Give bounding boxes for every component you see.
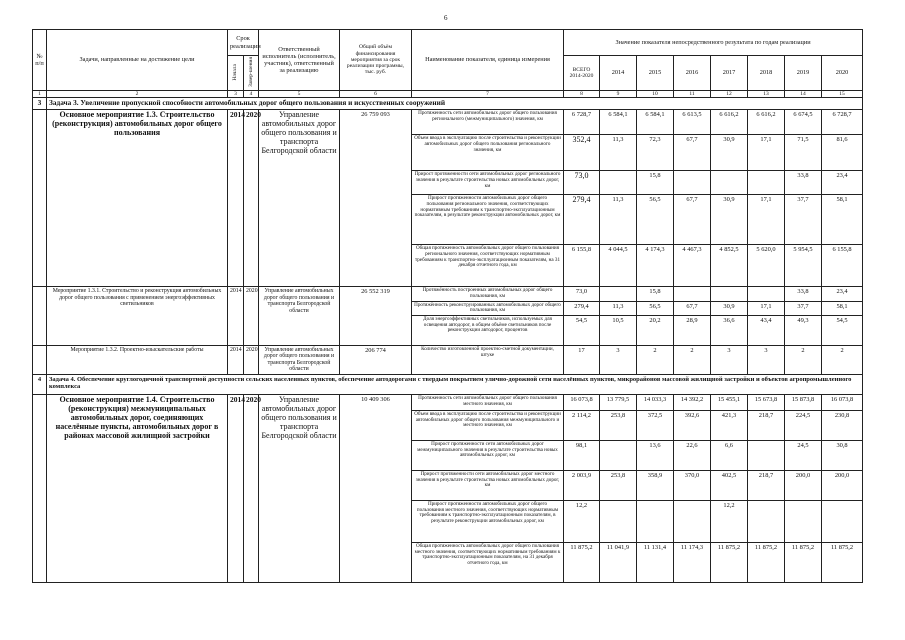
indicator-total: 352,4 <box>564 135 600 171</box>
indicator-total: 17 <box>564 345 600 374</box>
column-number: 13 <box>748 90 785 97</box>
m-1-3-2-start: 2014 <box>228 345 244 374</box>
indicator-value: 56,5 <box>637 195 674 245</box>
indicator-value: 4 044,5 <box>600 245 637 287</box>
main-1-4-row <box>33 394 863 410</box>
indicator-value: 224,5 <box>785 410 822 440</box>
main-1-3-funding: 26 759 093 <box>340 110 412 287</box>
indicator-value <box>674 287 711 301</box>
indicator-total: 6 728,7 <box>564 110 600 135</box>
indicator-name: Доля энергоэффективных светильников, используемых для освещения автодорог, в общем объёме светильников после реконструкции автодорог, процентов <box>412 315 564 345</box>
header-tasks: Задачи, направленные на достижение цели <box>47 30 228 91</box>
indicator-value: 6,6 <box>711 440 748 470</box>
indicator-name: Прирост протяженности сети автомобильных дорог регионального значения в результате строительства новых автомобильных дорог, км <box>412 171 564 195</box>
indicator-value: 6 728,7 <box>822 110 863 135</box>
m-1-3-1-name: Мероприятие 1.3.1. Строительство и реконструкция автомобильных дорог общего пользования с применением энергоэффективных светильников <box>47 287 228 346</box>
indicator-value: 3 <box>711 345 748 374</box>
column-number: 3 <box>228 90 244 97</box>
indicator-value <box>600 440 637 470</box>
indicator-value <box>674 171 711 195</box>
m-1-3-1-row <box>33 287 863 301</box>
indicator-total: 12,2 <box>564 500 600 542</box>
indicator-total: 6 155,8 <box>564 245 600 287</box>
task-3-num: 3 <box>33 98 47 110</box>
header-end: Завер-шения <box>244 56 259 91</box>
indicator-value: 43,4 <box>748 315 785 345</box>
m-1-3-1-executor: Управление автомобильных дорог общего пользования и транспорта Белгородской области <box>259 287 340 346</box>
indicator-value: 11,3 <box>600 301 637 315</box>
indicator-value: 11 875,2 <box>711 542 748 582</box>
indicator-value: 11,3 <box>600 135 637 171</box>
indicator-value: 11 131,4 <box>637 542 674 582</box>
header-year: 2017 <box>711 56 748 91</box>
indicator-value: 20,2 <box>637 315 674 345</box>
task-3-title: Задача 3. Увеличение пропускной способности автомобильных дорог общего пользования и искусственных сооружений <box>47 98 863 110</box>
indicator-value <box>711 171 748 195</box>
indicator-value: 6 674,5 <box>785 110 822 135</box>
m-1-3-2-row <box>33 345 863 374</box>
header-total: ВСЕГО 2014-2020 <box>564 56 600 91</box>
main-1-4-funding: 10 409 306 <box>340 394 412 582</box>
indicator-value: 30,9 <box>711 135 748 171</box>
indicator-name: Общая протяженность автомобильных дорог общего пользования регионального значения, соответствующих нормативным требованиям к транспортно-эксплуатационным показателям, на 31 декабря отчетного года, км <box>412 245 564 287</box>
indicator-value: 15 673,8 <box>748 394 785 410</box>
indicator-value <box>674 500 711 542</box>
m-1-3-2-executor: Управление автомобильных дорог общего пользования и транспорта Белгородской области <box>259 345 340 374</box>
main-1-4-executor: Управление автомобильных дорог общего пользования и транспорта Белгородской области <box>259 394 340 582</box>
indicator-value: 11 041,9 <box>600 542 637 582</box>
indicator-value: 15,8 <box>637 171 674 195</box>
indicator-total: 11 875,2 <box>564 542 600 582</box>
indicator-value: 56,5 <box>637 301 674 315</box>
column-number: 6 <box>340 90 412 97</box>
indicator-total: 98,1 <box>564 440 600 470</box>
indicator-value: 253,8 <box>600 470 637 500</box>
indicator-value: 402,5 <box>711 470 748 500</box>
indicator-value: 49,3 <box>785 315 822 345</box>
indicator-value: 2 <box>637 345 674 374</box>
m-1-3-1-start: 2014 <box>228 287 244 346</box>
indicator-total: 73,0 <box>564 171 600 195</box>
header-year: 2020 <box>822 56 863 91</box>
indicator-value: 11 875,2 <box>785 542 822 582</box>
indicator-value: 33,8 <box>785 287 822 301</box>
column-number: 10 <box>637 90 674 97</box>
header-num: № п/п <box>33 30 47 91</box>
indicator-value <box>600 171 637 195</box>
indicator-value: 5 620,0 <box>748 245 785 287</box>
indicator-total: 73,0 <box>564 287 600 301</box>
indicator-value <box>748 171 785 195</box>
indicator-value: 421,3 <box>711 410 748 440</box>
indicator-name: Прирост протяженности автомобильных дорог общего пользования регионального значения, соответствующих нормативным требованиям к транспортно-эксплуатационным показателям, в результате реконструкции автомобильных дорог, км <box>412 195 564 245</box>
indicator-value: 10,5 <box>600 315 637 345</box>
indicator-value: 3 <box>600 345 637 374</box>
indicator-value: 16 073,8 <box>822 394 863 410</box>
indicator-value: 2 <box>674 345 711 374</box>
indicator-value: 23,4 <box>822 287 863 301</box>
column-number: 5 <box>259 90 340 97</box>
indicator-value: 58,1 <box>822 195 863 245</box>
indicator-value: 370,0 <box>674 470 711 500</box>
main-1-3-name: Основное мероприятие 1.3. Строительство (реконструкция) автомобильных дорог общего пользования <box>47 110 228 287</box>
indicator-name: Прирост протяженности сети автомобильных дорог местного значения в результате строительства новых автомобильных дорог, км <box>412 470 564 500</box>
main-1-3-executor: Управление автомобильных дорог общего пользования и транспорта Белгородской области <box>259 110 340 287</box>
indicator-name: Объем ввода в эксплуатацию после строительства и реконструкции автомобильных дорог общего пользования межмуниципального и местного значения, км <box>412 410 564 440</box>
header-funding: Общий объём финансирования мероприятия за срок реализации программы, тыс. руб. <box>340 30 412 91</box>
header-indicator: Наименование показателя, единица измерения <box>412 30 564 91</box>
header-executor: Ответственный исполнитель (исполнитель, участник), ответственный за реализацию <box>259 30 340 91</box>
m-1-3-2-name: Мероприятие 1.3.2. Проектно-изыскательские работы <box>47 345 228 374</box>
indicator-value: 13 779,5 <box>600 394 637 410</box>
indicator-value: 6 155,8 <box>822 245 863 287</box>
indicator-value: 23,4 <box>822 171 863 195</box>
indicator-value: 6 613,5 <box>674 110 711 135</box>
header-start: Начала <box>228 56 244 91</box>
indicator-value <box>711 287 748 301</box>
indicator-total: 16 073,8 <box>564 394 600 410</box>
indicator-total: 54,5 <box>564 315 600 345</box>
column-number: 15 <box>822 90 863 97</box>
header-year: 2016 <box>674 56 711 91</box>
indicator-value: 15 455,1 <box>711 394 748 410</box>
indicator-value: 67,7 <box>674 301 711 315</box>
indicator-value: 67,7 <box>674 195 711 245</box>
indicator-value: 22,6 <box>674 440 711 470</box>
indicator-value: 30,9 <box>711 301 748 315</box>
indicator-value: 11 875,2 <box>748 542 785 582</box>
column-number: 9 <box>600 90 637 97</box>
indicator-value: 4 467,3 <box>674 245 711 287</box>
column-number: 12 <box>711 90 748 97</box>
indicator-value: 218,7 <box>748 470 785 500</box>
indicator-value <box>748 440 785 470</box>
indicator-name: Протяжённость реконструированных автомобильных дорог общего пользования, км <box>412 301 564 315</box>
indicator-value <box>637 500 674 542</box>
indicator-value: 6 616,2 <box>711 110 748 135</box>
indicator-value <box>600 500 637 542</box>
indicator-value: 30,9 <box>711 195 748 245</box>
indicator-name: Количество изготовленной проектно-сметной документации, штуке <box>412 345 564 374</box>
program-table <box>32 29 863 583</box>
header-year: 2018 <box>748 56 785 91</box>
indicator-value: 218,7 <box>748 410 785 440</box>
indicator-value: 17,1 <box>748 301 785 315</box>
indicator-value: 30,8 <box>822 440 863 470</box>
indicator-value: 4 174,3 <box>637 245 674 287</box>
indicator-value: 14 392,2 <box>674 394 711 410</box>
indicator-value: 253,8 <box>600 410 637 440</box>
indicator-value: 3 <box>748 345 785 374</box>
task-3-row <box>33 98 863 110</box>
indicator-value: 12,2 <box>711 500 748 542</box>
indicator-value <box>600 287 637 301</box>
indicator-value: 37,7 <box>785 195 822 245</box>
indicator-total: 279,4 <box>564 195 600 245</box>
main-1-4-start: 2014 <box>228 394 244 582</box>
indicator-value: 72,3 <box>637 135 674 171</box>
indicator-value: 36,6 <box>711 315 748 345</box>
indicator-total: 2 114,2 <box>564 410 600 440</box>
page-number: 6 <box>444 14 448 22</box>
m-1-3-2-funding: 206 774 <box>340 345 412 374</box>
column-number: 1 <box>33 90 47 97</box>
indicator-name: Протяжённость построенных автомобильных дорог общего пользования, км <box>412 287 564 301</box>
indicator-value: 28,9 <box>674 315 711 345</box>
indicator-name: Протяженность сети автомобильных дорог общего пользования регионального (межмуниципального) значения, км <box>412 110 564 135</box>
indicator-value: 13,6 <box>637 440 674 470</box>
indicator-name: Прирост протяженности автомобильных дорог общего пользования местного значения, соответствующих нормативным требованиям к транспортно-эксплуатационным показателям, в результате реконструкции автомобильных дорог, км <box>412 500 564 542</box>
indicator-value: 6 584,1 <box>600 110 637 135</box>
column-number: 4 <box>244 90 259 97</box>
indicator-value: 17,1 <box>748 135 785 171</box>
indicator-value: 200,0 <box>785 470 822 500</box>
indicator-name: Протяженность сети автомобильных дорог общего пользования местного значения, км <box>412 394 564 410</box>
main-1-4-end: 2020 <box>244 394 259 582</box>
indicator-value: 24,5 <box>785 440 822 470</box>
indicator-value: 6 584,1 <box>637 110 674 135</box>
indicator-value <box>822 500 863 542</box>
main-1-3-row <box>33 110 863 135</box>
task-4-title: Задача 4. Обеспечение круглогодичной транспортной доступности сельских населенных пунктов, обеспечение автодорогами с твердым покрытием улично-дорожной сети населённых пунктов, микрорайонов массовой жилищной застройки и объектов агропромышленного комплекса <box>47 374 863 394</box>
main-1-4-name: Основное мероприятие 1.4. Строительство (реконструкция) межмуниципальных автомобильных дорог, соединяющих населённые пункты, автомобильных дорог в районах массовой жилищной застройки <box>47 394 228 582</box>
header-year: 2014 <box>600 56 637 91</box>
indicator-value: 81,6 <box>822 135 863 171</box>
indicator-value: 37,7 <box>785 301 822 315</box>
column-number: 11 <box>674 90 711 97</box>
indicator-value: 14 033,3 <box>637 394 674 410</box>
column-number: 2 <box>47 90 228 97</box>
column-number: 14 <box>785 90 822 97</box>
header-year: 2015 <box>637 56 674 91</box>
indicator-value: 67,7 <box>674 135 711 171</box>
m-1-3-1-end: 2020 <box>244 287 259 346</box>
indicator-value: 2 <box>785 345 822 374</box>
indicator-value <box>748 500 785 542</box>
indicator-value: 6 616,2 <box>748 110 785 135</box>
header-values-group: Значение показателя непосредственного результата по годам реализации <box>564 30 863 56</box>
indicator-value: 372,5 <box>637 410 674 440</box>
indicator-value: 358,9 <box>637 470 674 500</box>
indicator-value: 2 <box>822 345 863 374</box>
m-1-3-1-funding: 26 552 319 <box>340 287 412 346</box>
indicator-value: 71,5 <box>785 135 822 171</box>
indicator-value: 15,8 <box>637 287 674 301</box>
indicator-value <box>748 287 785 301</box>
indicator-name: Прирост протяженности сети автомобильных дорог межмуниципального значения в результате строительства новых автомобильных дорог, км <box>412 440 564 470</box>
indicator-value: 11 174,3 <box>674 542 711 582</box>
m-1-3-2-end: 2020 <box>244 345 259 374</box>
main-1-3-start: 2014 <box>228 110 244 287</box>
column-number: 7 <box>412 90 564 97</box>
indicator-value: 17,1 <box>748 195 785 245</box>
indicator-total: 279,4 <box>564 301 600 315</box>
indicator-value: 15 873,8 <box>785 394 822 410</box>
main-1-3-end: 2020 <box>244 110 259 287</box>
indicator-value: 11,3 <box>600 195 637 245</box>
indicator-value: 33,8 <box>785 171 822 195</box>
indicator-name: Общая протяженность автомобильных дорог общего пользования местного значения, соответствующих нормативным требованиям к транспортно-эксплуатационным показателям, на 31 декабря отчетного года, км <box>412 542 564 582</box>
indicator-value: 54,5 <box>822 315 863 345</box>
header-year: 2019 <box>785 56 822 91</box>
column-number-row <box>33 90 863 97</box>
indicator-value: 5 954,5 <box>785 245 822 287</box>
indicator-value: 11 875,2 <box>822 542 863 582</box>
indicator-value: 392,6 <box>674 410 711 440</box>
indicator-name: Объем ввода в эксплуатацию после строительства и реконструкции автомобильных дорог общего пользования регионального значения, км <box>412 135 564 171</box>
header-period: Срок реализации <box>228 30 259 56</box>
task-4-num: 4 <box>33 374 47 394</box>
indicator-value <box>785 500 822 542</box>
task-4-row <box>33 374 863 394</box>
indicator-value: 230,8 <box>822 410 863 440</box>
indicator-value: 58,1 <box>822 301 863 315</box>
header-row-1 <box>33 30 863 56</box>
indicator-value: 200,0 <box>822 470 863 500</box>
column-number: 8 <box>564 90 600 97</box>
indicator-total: 2 003,9 <box>564 470 600 500</box>
indicator-value: 4 852,5 <box>711 245 748 287</box>
